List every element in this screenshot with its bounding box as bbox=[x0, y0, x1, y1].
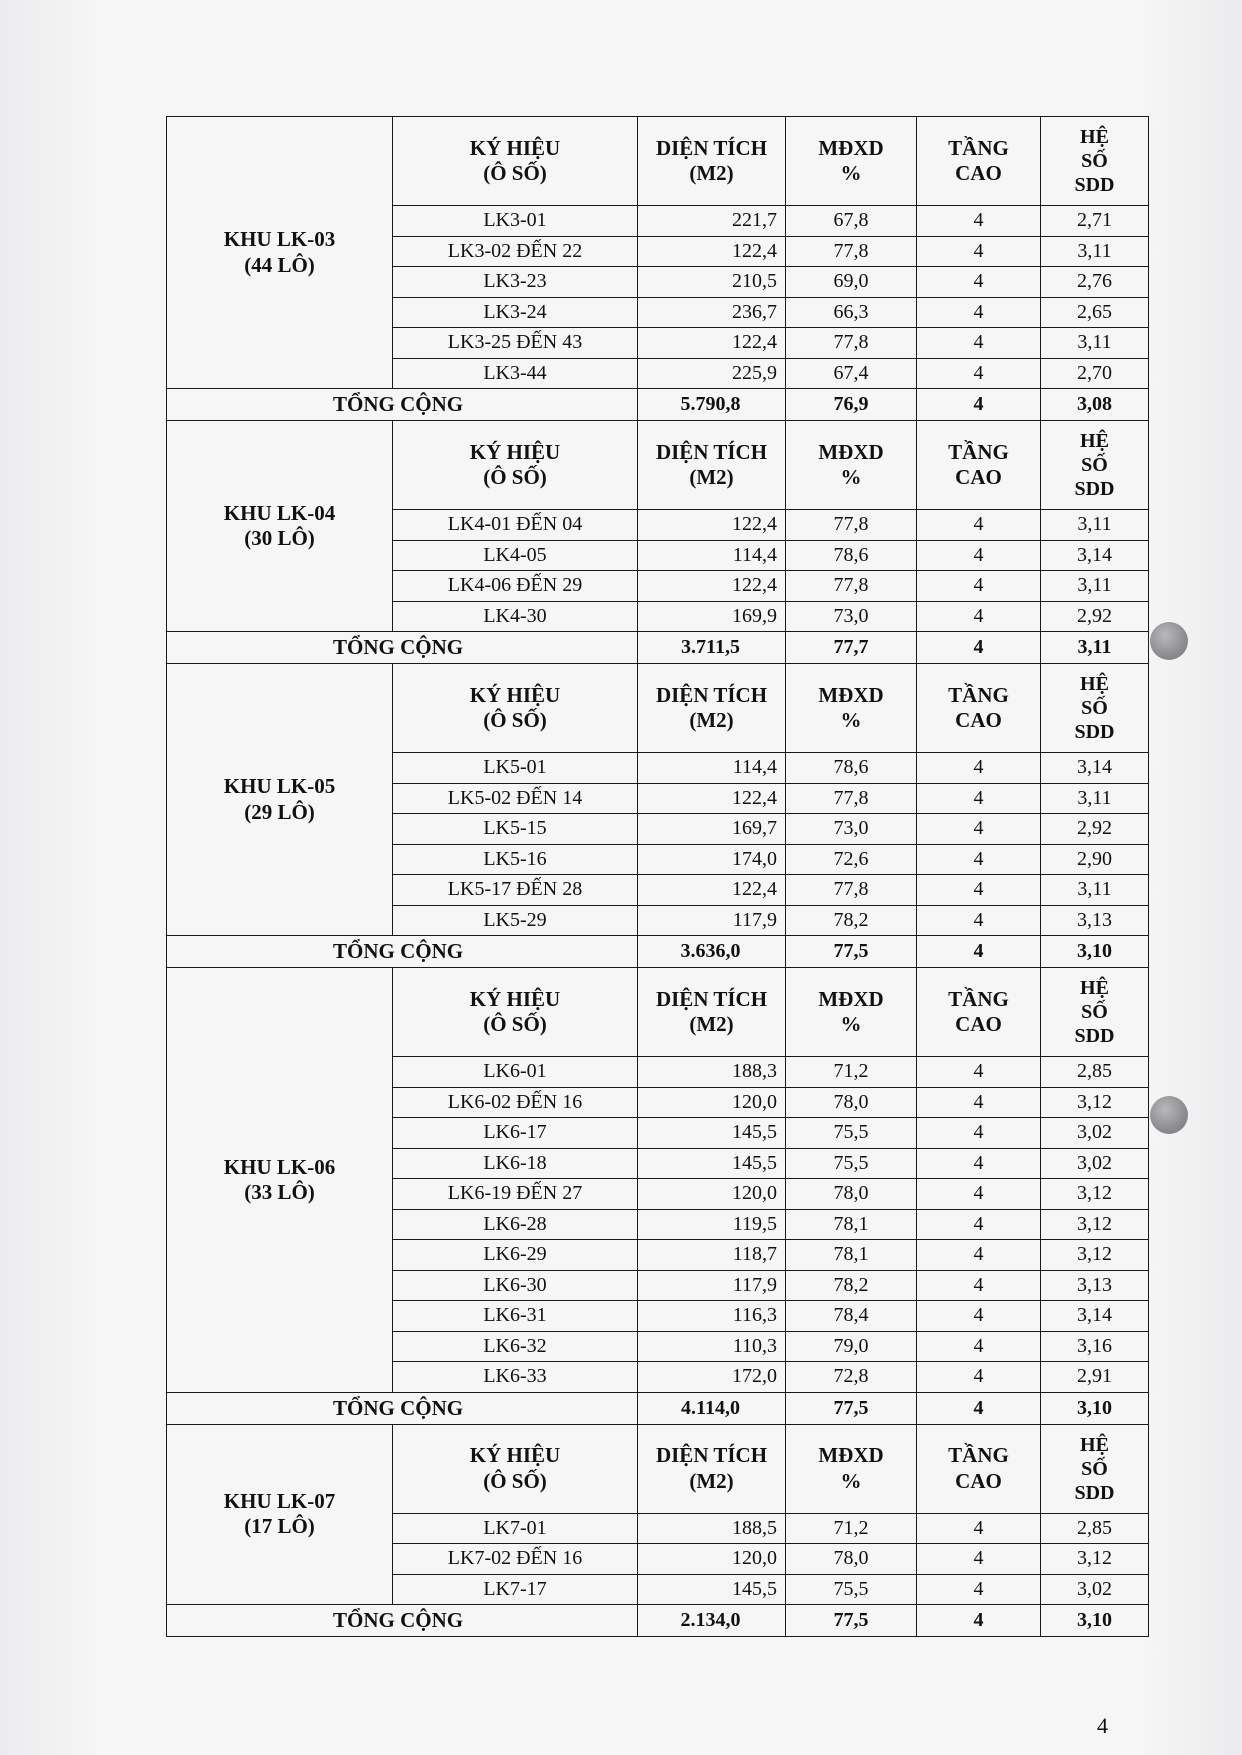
lot-code-cell: LK4-01 ĐẾN 04 bbox=[393, 510, 638, 541]
floors-cell: 4 bbox=[917, 1179, 1041, 1210]
zone-section bbox=[167, 117, 1149, 421]
density-cell: 77,8 bbox=[786, 510, 917, 541]
header-label: KÝ HIỆU (Ô SỐ) bbox=[469, 439, 561, 489]
coefficient-cell: 3,11 bbox=[1041, 328, 1149, 359]
total-label: TỔNG CỘNG bbox=[167, 389, 638, 421]
area-cell: 221,7 bbox=[638, 206, 786, 237]
area-cell: 122,4 bbox=[638, 783, 786, 814]
floors-cell: 4 bbox=[917, 236, 1041, 267]
coefficient-cell: 3,13 bbox=[1041, 1270, 1149, 1301]
floors-cell: 4 bbox=[917, 1331, 1041, 1362]
lot-code-cell: LK5-16 bbox=[393, 844, 638, 875]
lot-code-cell: LK5-01 bbox=[393, 753, 638, 784]
lot-code-cell: LK6-02 ĐẾN 16 bbox=[393, 1087, 638, 1118]
column-header-coeff bbox=[1041, 421, 1149, 510]
density-cell: 75,5 bbox=[786, 1148, 917, 1179]
total-area-cell: 4.114,0 bbox=[638, 1392, 786, 1424]
floors-cell: 4 bbox=[917, 1118, 1041, 1149]
header-label: KÝ HIỆU (Ô SỐ) bbox=[469, 1443, 561, 1493]
page-number: 4 bbox=[1097, 1713, 1108, 1738]
lot-code-cell: LK6-33 bbox=[393, 1362, 638, 1393]
zone-section bbox=[167, 421, 1149, 664]
density-cell: 67,4 bbox=[786, 358, 917, 389]
zone-lot-count: (30 LÔ) bbox=[244, 526, 315, 550]
density-cell: 78,6 bbox=[786, 540, 917, 571]
lot-code-cell: LK3-23 bbox=[393, 267, 638, 298]
header-row bbox=[167, 117, 1149, 206]
area-cell: 210,5 bbox=[638, 267, 786, 298]
area-cell: 145,5 bbox=[638, 1148, 786, 1179]
lot-code-cell: LK5-29 bbox=[393, 905, 638, 936]
density-cell: 72,8 bbox=[786, 1362, 917, 1393]
floors-cell: 4 bbox=[917, 1057, 1041, 1088]
coefficient-cell: 3,02 bbox=[1041, 1148, 1149, 1179]
floors-cell: 4 bbox=[917, 783, 1041, 814]
total-density-cell: 77,5 bbox=[786, 1392, 917, 1424]
header-label: DIỆN TÍCH (M2) bbox=[655, 1443, 768, 1493]
floors-cell: 4 bbox=[917, 875, 1041, 906]
header-label: KÝ HIỆU (Ô SỐ) bbox=[469, 135, 561, 185]
lot-code-cell: LK6-32 bbox=[393, 1331, 638, 1362]
area-cell: 122,4 bbox=[638, 236, 786, 267]
coefficient-cell: 3,11 bbox=[1041, 571, 1149, 602]
coefficient-cell: 3,02 bbox=[1041, 1118, 1149, 1149]
column-header-density bbox=[786, 1424, 917, 1513]
density-cell: 78,2 bbox=[786, 1270, 917, 1301]
density-cell: 75,5 bbox=[786, 1574, 917, 1605]
density-cell: 77,8 bbox=[786, 571, 917, 602]
zone-lot-count: (33 LÔ) bbox=[244, 1179, 315, 1204]
area-cell: 188,5 bbox=[638, 1513, 786, 1544]
lot-code-cell: LK7-17 bbox=[393, 1574, 638, 1605]
lot-code-cell: LK6-29 bbox=[393, 1240, 638, 1271]
zone-section bbox=[167, 664, 1149, 968]
total-coefficient-cell: 3,11 bbox=[1041, 632, 1149, 664]
area-cell: 120,0 bbox=[638, 1544, 786, 1575]
header-label: DIỆN TÍCH (M2) bbox=[655, 986, 768, 1036]
density-cell: 75,5 bbox=[786, 1118, 917, 1149]
total-area-cell: 3.636,0 bbox=[638, 936, 786, 968]
header-label: MĐXD % bbox=[818, 135, 884, 185]
floors-cell: 4 bbox=[917, 1270, 1041, 1301]
column-header-density bbox=[786, 968, 917, 1057]
zone-section bbox=[167, 968, 1149, 1425]
density-cell: 73,0 bbox=[786, 814, 917, 845]
header-label: TẦNG CAO bbox=[948, 135, 1009, 185]
total-label: TỔNG CỘNG bbox=[167, 1392, 638, 1424]
lot-code-cell: LK6-31 bbox=[393, 1301, 638, 1332]
zone-cell bbox=[167, 664, 393, 936]
lot-statistics-table bbox=[166, 116, 1149, 1637]
header-label: KÝ HIỆU (Ô SỐ) bbox=[469, 986, 561, 1036]
coefficient-cell: 3,12 bbox=[1041, 1087, 1149, 1118]
lot-code-cell: LK4-30 bbox=[393, 601, 638, 632]
floors-cell: 4 bbox=[917, 844, 1041, 875]
column-header-area bbox=[638, 664, 786, 753]
area-cell: 225,9 bbox=[638, 358, 786, 389]
zone-cell bbox=[167, 1424, 393, 1605]
header-label: TẦNG CAO bbox=[948, 439, 1009, 489]
header-label: HỆ SỐ SDD bbox=[1074, 977, 1115, 1047]
density-cell: 67,8 bbox=[786, 206, 917, 237]
area-cell: 122,4 bbox=[638, 510, 786, 541]
header-row bbox=[167, 968, 1149, 1057]
total-coefficient-cell: 3,08 bbox=[1041, 389, 1149, 421]
header-label: MĐXD % bbox=[818, 439, 884, 489]
floors-cell: 4 bbox=[917, 1301, 1041, 1332]
area-cell: 188,3 bbox=[638, 1057, 786, 1088]
coefficient-cell: 3,11 bbox=[1041, 875, 1149, 906]
zone-name: KHU LK-04 bbox=[223, 500, 336, 525]
floors-cell: 4 bbox=[917, 1148, 1041, 1179]
density-cell: 72,6 bbox=[786, 844, 917, 875]
lot-code-cell: LK7-02 ĐẾN 16 bbox=[393, 1544, 638, 1575]
total-label: TỔNG CỘNG bbox=[167, 632, 638, 664]
floors-cell: 4 bbox=[917, 601, 1041, 632]
area-cell: 122,4 bbox=[638, 328, 786, 359]
total-row bbox=[167, 1605, 1149, 1637]
lot-code-cell: LK6-19 ĐẾN 27 bbox=[393, 1179, 638, 1210]
density-cell: 78,0 bbox=[786, 1544, 917, 1575]
total-floors-cell: 4 bbox=[917, 632, 1041, 664]
coefficient-cell: 3,11 bbox=[1041, 783, 1149, 814]
area-cell: 145,5 bbox=[638, 1574, 786, 1605]
coefficient-cell: 3,11 bbox=[1041, 236, 1149, 267]
lot-code-cell: LK3-02 ĐẾN 22 bbox=[393, 236, 638, 267]
total-area-cell: 2.134,0 bbox=[638, 1605, 786, 1637]
zone-lot-count: (29 LÔ) bbox=[244, 799, 315, 824]
area-cell: 118,7 bbox=[638, 1240, 786, 1271]
area-cell: 169,7 bbox=[638, 814, 786, 845]
floors-cell: 4 bbox=[917, 905, 1041, 936]
area-cell: 169,9 bbox=[638, 601, 786, 632]
coefficient-cell: 2,90 bbox=[1041, 844, 1149, 875]
coefficient-cell: 2,92 bbox=[1041, 814, 1149, 845]
floors-cell: 4 bbox=[917, 1574, 1041, 1605]
column-header-area bbox=[638, 421, 786, 510]
density-cell: 73,0 bbox=[786, 601, 917, 632]
column-header-density bbox=[786, 664, 917, 753]
zone-section bbox=[167, 1424, 1149, 1637]
area-cell: 145,5 bbox=[638, 1118, 786, 1149]
lot-code-cell: LK5-15 bbox=[393, 814, 638, 845]
area-cell: 172,0 bbox=[638, 1362, 786, 1393]
total-row bbox=[167, 1392, 1149, 1424]
lot-code-cell: LK5-17 ĐẾN 28 bbox=[393, 875, 638, 906]
header-label: MĐXD % bbox=[818, 1443, 884, 1493]
lot-code-cell: LK3-24 bbox=[393, 297, 638, 328]
column-header-code bbox=[393, 117, 638, 206]
density-cell: 77,8 bbox=[786, 875, 917, 906]
floors-cell: 4 bbox=[917, 1544, 1041, 1575]
coefficient-cell: 2,71 bbox=[1041, 206, 1149, 237]
punch-hole bbox=[1150, 1096, 1188, 1134]
total-density-cell: 76,9 bbox=[786, 389, 917, 421]
density-cell: 78,4 bbox=[786, 1301, 917, 1332]
zone-name: KHU LK-06 bbox=[223, 1154, 336, 1179]
coefficient-cell: 2,65 bbox=[1041, 297, 1149, 328]
coefficient-cell: 2,76 bbox=[1041, 267, 1149, 298]
coefficient-cell: 3,12 bbox=[1041, 1209, 1149, 1240]
floors-cell: 4 bbox=[917, 510, 1041, 541]
header-label: TẦNG CAO bbox=[948, 682, 1009, 732]
header-label: MĐXD % bbox=[818, 682, 884, 732]
total-floors-cell: 4 bbox=[917, 936, 1041, 968]
total-area-cell: 5.790,8 bbox=[638, 389, 786, 421]
column-header-area bbox=[638, 1424, 786, 1513]
lot-code-cell: LK4-05 bbox=[393, 540, 638, 571]
coefficient-cell: 3,13 bbox=[1041, 905, 1149, 936]
coefficient-cell: 2,70 bbox=[1041, 358, 1149, 389]
lot-code-cell: LK6-18 bbox=[393, 1148, 638, 1179]
density-cell: 79,0 bbox=[786, 1331, 917, 1362]
lot-code-cell: LK5-02 ĐẾN 14 bbox=[393, 783, 638, 814]
floors-cell: 4 bbox=[917, 297, 1041, 328]
area-cell: 120,0 bbox=[638, 1087, 786, 1118]
header-label: HỆ SỐ SDD bbox=[1074, 430, 1115, 500]
coefficient-cell: 3,16 bbox=[1041, 1331, 1149, 1362]
floors-cell: 4 bbox=[917, 571, 1041, 602]
density-cell: 69,0 bbox=[786, 267, 917, 298]
coefficient-cell: 3,14 bbox=[1041, 540, 1149, 571]
coefficient-cell: 2,85 bbox=[1041, 1513, 1149, 1544]
total-density-cell: 77,7 bbox=[786, 632, 917, 664]
header-label: HỆ SỐ SDD bbox=[1074, 126, 1115, 196]
lot-code-cell: LK3-44 bbox=[393, 358, 638, 389]
header-row bbox=[167, 1424, 1149, 1513]
coefficient-cell: 3,12 bbox=[1041, 1240, 1149, 1271]
area-cell: 120,0 bbox=[638, 1179, 786, 1210]
density-cell: 78,1 bbox=[786, 1209, 917, 1240]
floors-cell: 4 bbox=[917, 206, 1041, 237]
floors-cell: 4 bbox=[917, 1513, 1041, 1544]
floors-cell: 4 bbox=[917, 1087, 1041, 1118]
total-label: TỔNG CỘNG bbox=[167, 936, 638, 968]
zone-cell bbox=[167, 117, 393, 389]
density-cell: 77,8 bbox=[786, 236, 917, 267]
total-coefficient-cell: 3,10 bbox=[1041, 936, 1149, 968]
column-header-code bbox=[393, 664, 638, 753]
zone-lot-count: (44 LÔ) bbox=[244, 252, 315, 277]
zone-cell bbox=[167, 421, 393, 632]
column-header-floors bbox=[917, 1424, 1041, 1513]
column-header-density bbox=[786, 117, 917, 206]
column-header-floors bbox=[917, 968, 1041, 1057]
column-header-code bbox=[393, 421, 638, 510]
zone-lot-count: (17 LÔ) bbox=[244, 1514, 315, 1539]
column-header-coeff bbox=[1041, 1424, 1149, 1513]
header-row bbox=[167, 421, 1149, 510]
header-row bbox=[167, 664, 1149, 753]
floors-cell: 4 bbox=[917, 1209, 1041, 1240]
density-cell: 71,2 bbox=[786, 1513, 917, 1544]
area-cell: 174,0 bbox=[638, 844, 786, 875]
area-cell: 114,4 bbox=[638, 540, 786, 571]
density-cell: 71,2 bbox=[786, 1057, 917, 1088]
zone-cell bbox=[167, 968, 393, 1393]
coefficient-cell: 3,11 bbox=[1041, 510, 1149, 541]
density-cell: 78,0 bbox=[786, 1179, 917, 1210]
area-cell: 116,3 bbox=[638, 1301, 786, 1332]
area-cell: 110,3 bbox=[638, 1331, 786, 1362]
total-density-cell: 77,5 bbox=[786, 936, 917, 968]
coefficient-cell: 3,02 bbox=[1041, 1574, 1149, 1605]
header-label: TẦNG CAO bbox=[948, 1443, 1009, 1493]
total-coefficient-cell: 3,10 bbox=[1041, 1392, 1149, 1424]
total-floors-cell: 4 bbox=[917, 1605, 1041, 1637]
header-label: DIỆN TÍCH (M2) bbox=[655, 135, 768, 185]
coefficient-cell: 2,92 bbox=[1041, 601, 1149, 632]
column-header-floors bbox=[917, 421, 1041, 510]
punch-hole bbox=[1150, 622, 1188, 660]
column-header-floors bbox=[917, 664, 1041, 753]
total-row bbox=[167, 389, 1149, 421]
total-floors-cell: 4 bbox=[917, 389, 1041, 421]
column-header-floors bbox=[917, 117, 1041, 206]
column-header-code bbox=[393, 1424, 638, 1513]
floors-cell: 4 bbox=[917, 1240, 1041, 1271]
column-header-density bbox=[786, 421, 917, 510]
density-cell: 78,2 bbox=[786, 905, 917, 936]
coefficient-cell: 3,12 bbox=[1041, 1179, 1149, 1210]
lot-code-cell: LK6-30 bbox=[393, 1270, 638, 1301]
column-header-area bbox=[638, 117, 786, 206]
total-row bbox=[167, 632, 1149, 664]
header-label: DIỆN TÍCH (M2) bbox=[655, 439, 768, 489]
total-row bbox=[167, 936, 1149, 968]
floors-cell: 4 bbox=[917, 1362, 1041, 1393]
density-cell: 78,1 bbox=[786, 1240, 917, 1271]
lot-code-cell: LK3-25 ĐẾN 43 bbox=[393, 328, 638, 359]
coefficient-cell: 3,14 bbox=[1041, 1301, 1149, 1332]
column-header-area bbox=[638, 968, 786, 1057]
header-label: HỆ SỐ SDD bbox=[1074, 1433, 1115, 1504]
header-label: MĐXD % bbox=[818, 986, 884, 1036]
area-cell: 119,5 bbox=[638, 1209, 786, 1240]
density-cell: 66,3 bbox=[786, 297, 917, 328]
header-label: KÝ HIỆU (Ô SỐ) bbox=[469, 682, 561, 732]
area-cell: 236,7 bbox=[638, 297, 786, 328]
zone-name: KHU LK-07 bbox=[223, 1489, 336, 1514]
lot-code-cell: LK6-01 bbox=[393, 1057, 638, 1088]
area-cell: 122,4 bbox=[638, 875, 786, 906]
header-label: HỆ SỐ SDD bbox=[1074, 673, 1115, 743]
lot-code-cell: LK6-17 bbox=[393, 1118, 638, 1149]
zone-name: KHU LK-03 bbox=[223, 227, 336, 252]
area-cell: 114,4 bbox=[638, 753, 786, 784]
total-floors-cell: 4 bbox=[917, 1392, 1041, 1424]
coefficient-cell: 2,85 bbox=[1041, 1057, 1149, 1088]
floors-cell: 4 bbox=[917, 814, 1041, 845]
total-coefficient-cell: 3,10 bbox=[1041, 1605, 1149, 1637]
header-label: DIỆN TÍCH (M2) bbox=[655, 682, 768, 732]
coefficient-cell: 2,91 bbox=[1041, 1362, 1149, 1393]
area-cell: 122,4 bbox=[638, 571, 786, 602]
density-cell: 77,8 bbox=[786, 783, 917, 814]
floors-cell: 4 bbox=[917, 267, 1041, 298]
floors-cell: 4 bbox=[917, 358, 1041, 389]
column-header-code bbox=[393, 968, 638, 1057]
column-header-coeff bbox=[1041, 968, 1149, 1057]
column-header-coeff bbox=[1041, 117, 1149, 206]
lot-code-cell: LK4-06 ĐẾN 29 bbox=[393, 571, 638, 602]
area-cell: 117,9 bbox=[638, 1270, 786, 1301]
floors-cell: 4 bbox=[917, 328, 1041, 359]
lot-code-cell: LK7-01 bbox=[393, 1513, 638, 1544]
floors-cell: 4 bbox=[917, 540, 1041, 571]
lot-code-cell: LK3-01 bbox=[393, 206, 638, 237]
header-label: TẦNG CAO bbox=[948, 986, 1009, 1036]
column-header-coeff bbox=[1041, 664, 1149, 753]
zone-name: KHU LK-05 bbox=[223, 774, 336, 799]
total-area-cell: 3.711,5 bbox=[638, 632, 786, 664]
total-density-cell: 77,5 bbox=[786, 1605, 917, 1637]
area-cell: 117,9 bbox=[638, 905, 786, 936]
coefficient-cell: 3,12 bbox=[1041, 1544, 1149, 1575]
density-cell: 78,0 bbox=[786, 1087, 917, 1118]
coefficient-cell: 3,14 bbox=[1041, 753, 1149, 784]
density-cell: 77,8 bbox=[786, 328, 917, 359]
density-cell: 78,6 bbox=[786, 753, 917, 784]
total-label: TỔNG CỘNG bbox=[167, 1605, 638, 1637]
floors-cell: 4 bbox=[917, 753, 1041, 784]
lot-code-cell: LK6-28 bbox=[393, 1209, 638, 1240]
